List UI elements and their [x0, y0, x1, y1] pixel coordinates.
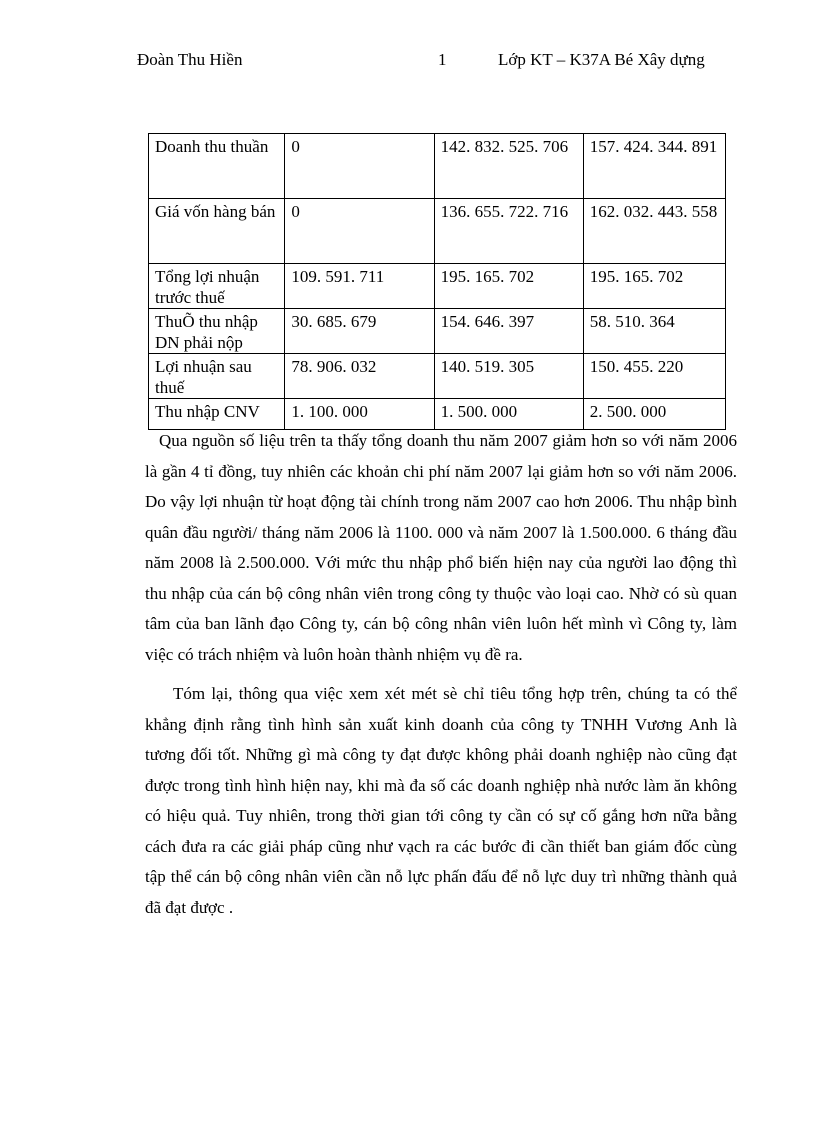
cell-value: 142. 832. 525. 706 — [440, 137, 569, 156]
body-text — [145, 426, 737, 923]
table-cell: 1. 500. 000 — [434, 399, 583, 430]
table-cell: 109. 591. 711 — [285, 264, 434, 309]
table-row — [149, 134, 726, 199]
paragraph-conclusion: Tóm lại, thông qua việc xem xét mét sè chỉ tiêu tổng hợp trên, chúng ta có thể khẳng định rằng tình hình sản xuất kinh doanh của công ty TNHH Vương Anh là tương đối tốt. Những gì mà công ty đạt được không phải doanh nghiệp nào cũng đạt được trong tình hình hiện nay, khi mà đa số các doanh nghiệp nhà nước làm ăn không có hiệu quả. Tuy nhiên, trong thời gian tới công ty cần có sự cố gắng hơn nữa bằng cách đưa ra các giải pháp cũng như vạch ra các bước đi cần thiết ban giám đốc cùng tập thể cán bộ công nhân viên cần nỗ lực phấn đấu để nỗ lực duy trì những thành quả đã đạt được . — [145, 684, 737, 917]
row-label: ThuÕ thu nhập DN phải nộp — [149, 309, 285, 354]
table-cell: 78. 906. 032 — [285, 354, 434, 399]
row-label: Tổng lợi nhuận trước thuế — [149, 264, 285, 309]
cell-value: 157. 424. 344. 891 — [589, 137, 718, 156]
financial-table — [148, 133, 726, 430]
table-cell: 1. 100. 000 — [285, 399, 434, 430]
table-cell: 195. 165. 702 — [434, 264, 583, 309]
table-cell: 195. 165. 702 — [583, 264, 725, 309]
table-row — [149, 399, 726, 430]
paragraph-analysis: Qua nguồn số liệu trên ta thấy tổng doanh thu năm 2007 giảm hơn so với năm 2006 là gần 4 tỉ đồng, tuy nhiên các khoản chi phí năm 2007 lại giảm hơn so với năm 2006. Do vậy lợi nhuận từ hoạt động tài chính trong năm 2007 cao hơn 2006. Thu nhập bình quân đầu người/ tháng năm 2006 là 1100. 000 và năm 2007 là 1.500.000. 6 tháng đầu năm 2008 là 2.500.000. Với mức thu nhập phổ biến hiện nay của người lao động thì thu nhập của cán bộ công nhân viên trong công ty thuộc vào loại cao. Nhờ có sù quan tâm của ban lãnh đạo Công ty, cán bộ công nhân viên luôn hết mình vì Công ty, làm việc có trách nhiệm và luôn hoàn thành nhiệm vụ đề ra. — [145, 431, 737, 664]
header-class-info: Lớp KT – K37A Bé Xây dựng — [498, 50, 705, 69]
table-cell — [583, 199, 725, 264]
table-row — [149, 309, 726, 354]
table-cell: 2. 500. 000 — [583, 399, 725, 430]
table-cell: 154. 646. 397 — [434, 309, 583, 354]
table-cell: 58. 510. 364 — [583, 309, 725, 354]
row-label: Thu nhập CNV — [149, 399, 285, 430]
row-label: Lợi nhuận sau thuế — [149, 354, 285, 399]
page-header — [0, 50, 816, 74]
table-row — [149, 199, 726, 264]
row-label: Doanh thu thuần — [149, 134, 285, 199]
table-cell — [434, 199, 583, 264]
header-author: Đoàn Thu Hiền — [137, 50, 243, 69]
table-cell: 0 — [285, 134, 434, 199]
header-page-number: 1 — [438, 50, 447, 69]
table-cell: 0 — [285, 199, 434, 264]
table-cell: 140. 519. 305 — [434, 354, 583, 399]
table-row — [149, 354, 726, 399]
table-cell — [583, 134, 725, 199]
table-row — [149, 264, 726, 309]
table-cell: 30. 685. 679 — [285, 309, 434, 354]
row-label: Giá vốn hàng bán — [149, 199, 285, 264]
cell-value: 162. 032. 443. 558 — [589, 202, 718, 221]
table-cell — [434, 134, 583, 199]
cell-value: 136. 655. 722. 716 — [440, 202, 569, 221]
table-cell: 150. 455. 220 — [583, 354, 725, 399]
